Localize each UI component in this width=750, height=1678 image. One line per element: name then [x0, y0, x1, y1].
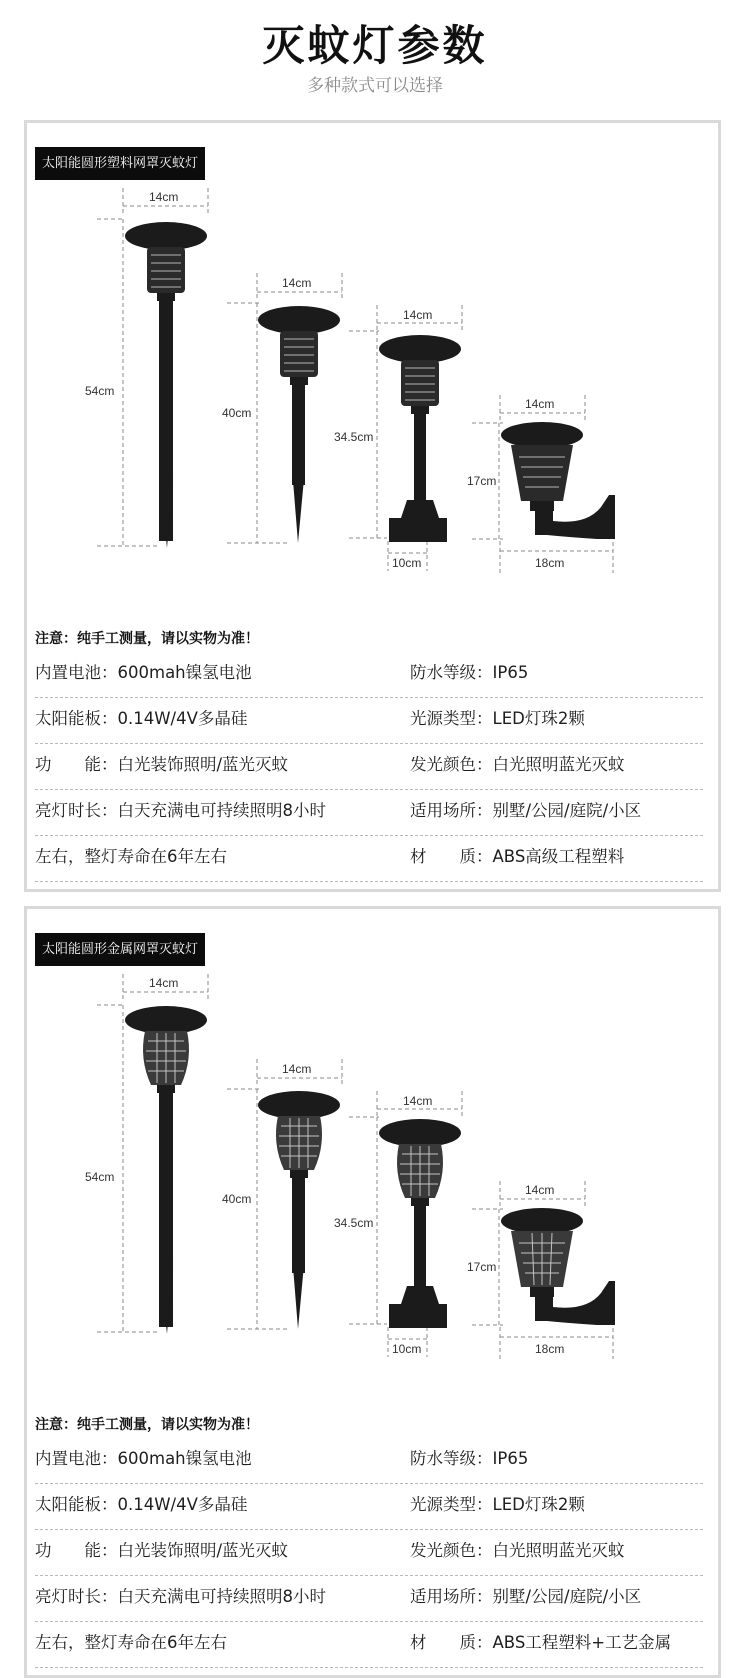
spec-left: 功 能：白光装饰照明/蓝光灭蚊: [35, 755, 289, 774]
base-lamp: [379, 335, 461, 542]
spec-left: 亮灯时长：白天充满电可持续照明8小时: [35, 801, 326, 820]
dim-width-4: 14cm: [525, 397, 555, 411]
spec-right: 光源类型：LED灯珠2颗: [410, 1495, 585, 1514]
dim-width-2: 14cm: [282, 276, 312, 290]
product-panel-plastic: [24, 120, 721, 892]
dim-height-2: 40cm: [222, 1192, 252, 1206]
spec-right: 防水等级：IP65: [410, 663, 529, 682]
page-subtitle: 多种款式可以选择: [307, 76, 443, 96]
lamp-illustrations: [27, 123, 718, 593]
spec-left: 左右，整灯寿命在6年左右: [35, 1633, 227, 1652]
spec-left: 太阳能板：0.14W/4V多晶硅: [35, 709, 248, 728]
spec-row: [35, 1621, 703, 1668]
spec-right: 材 质：ABS高级工程塑料: [410, 847, 625, 866]
spec-row: [35, 651, 703, 698]
spec-left: 功 能：白光装饰照明/蓝光灭蚊: [35, 1541, 289, 1560]
spec-row: [35, 1575, 703, 1622]
spec-right: 发光颜色：白光照明蓝光灭蚊: [410, 1541, 625, 1560]
wall-lamp: [501, 1208, 615, 1325]
dim-width-3: 14cm: [403, 308, 433, 322]
spec-right: 适用场所：别墅/公园/庭院/小区: [410, 1587, 642, 1606]
dim-height-3: 34.5cm: [334, 1216, 374, 1230]
measurement-note: 注意：纯手工测量，请以实物为准！: [35, 631, 259, 647]
product-tag: 太阳能圆形金属网罩灭蚊灯: [35, 933, 205, 966]
dim-width-4: 14cm: [525, 1183, 555, 1197]
spec-right: 材 质：ABS工程塑料+工艺金属: [410, 1633, 672, 1652]
dim-width-1: 14cm: [149, 976, 179, 990]
stake-lamp-medium: [258, 1091, 340, 1329]
stake-lamp-tall: [125, 222, 207, 548]
dim-base-3: 10cm: [392, 556, 422, 570]
spec-left: 内置电池：600mah镍氢电池: [35, 1449, 252, 1468]
dim-base-3: 10cm: [392, 1342, 422, 1356]
spec-row: [35, 1529, 703, 1576]
dim-width-1: 14cm: [149, 190, 179, 204]
dim-height-3: 34.5cm: [334, 430, 374, 444]
product-tag: 太阳能圆形塑料网罩灭蚊灯: [35, 147, 205, 180]
dim-height-2: 40cm: [222, 406, 252, 420]
spec-row: [35, 743, 703, 790]
spec-left: 内置电池：600mah镍氢电池: [35, 663, 252, 682]
measurement-note: 注意：纯手工测量，请以实物为准！: [35, 1417, 259, 1433]
dim-mount-4: 18cm: [535, 1342, 565, 1356]
spec-right: 发光颜色：白光照明蓝光灭蚊: [410, 755, 625, 774]
wall-lamp: [501, 422, 615, 539]
dim-height-1: 54cm: [85, 384, 115, 398]
spec-right: 防水等级：IP65: [410, 1449, 529, 1468]
spec-left: 亮灯时长：白天充满电可持续照明8小时: [35, 1587, 326, 1606]
dim-height-4: 17cm: [467, 1260, 497, 1274]
page-title: 灭蚊灯参数: [262, 21, 488, 70]
spec-row: [35, 1483, 703, 1530]
dim-height-4: 17cm: [467, 474, 497, 488]
stake-lamp-tall: [125, 1006, 207, 1334]
dim-mount-4: 18cm: [535, 556, 565, 570]
product-panel-metal: [24, 906, 721, 1678]
spec-right: 光源类型：LED灯珠2颗: [410, 709, 585, 728]
spec-left: 左右，整灯寿命在6年左右: [35, 847, 227, 866]
spec-row: [35, 1437, 703, 1484]
spec-left: 太阳能板：0.14W/4V多晶硅: [35, 1495, 248, 1514]
lamp-illustrations: [27, 909, 718, 1379]
spec-row: [35, 697, 703, 744]
stake-lamp-medium: [258, 306, 340, 543]
dim-width-2: 14cm: [282, 1062, 312, 1076]
spec-row: [35, 835, 703, 882]
dim-height-1: 54cm: [85, 1170, 115, 1184]
dim-width-3: 14cm: [403, 1094, 433, 1108]
base-lamp: [379, 1119, 461, 1328]
spec-row: [35, 789, 703, 836]
spec-right: 适用场所：别墅/公园/庭院/小区: [410, 801, 642, 820]
